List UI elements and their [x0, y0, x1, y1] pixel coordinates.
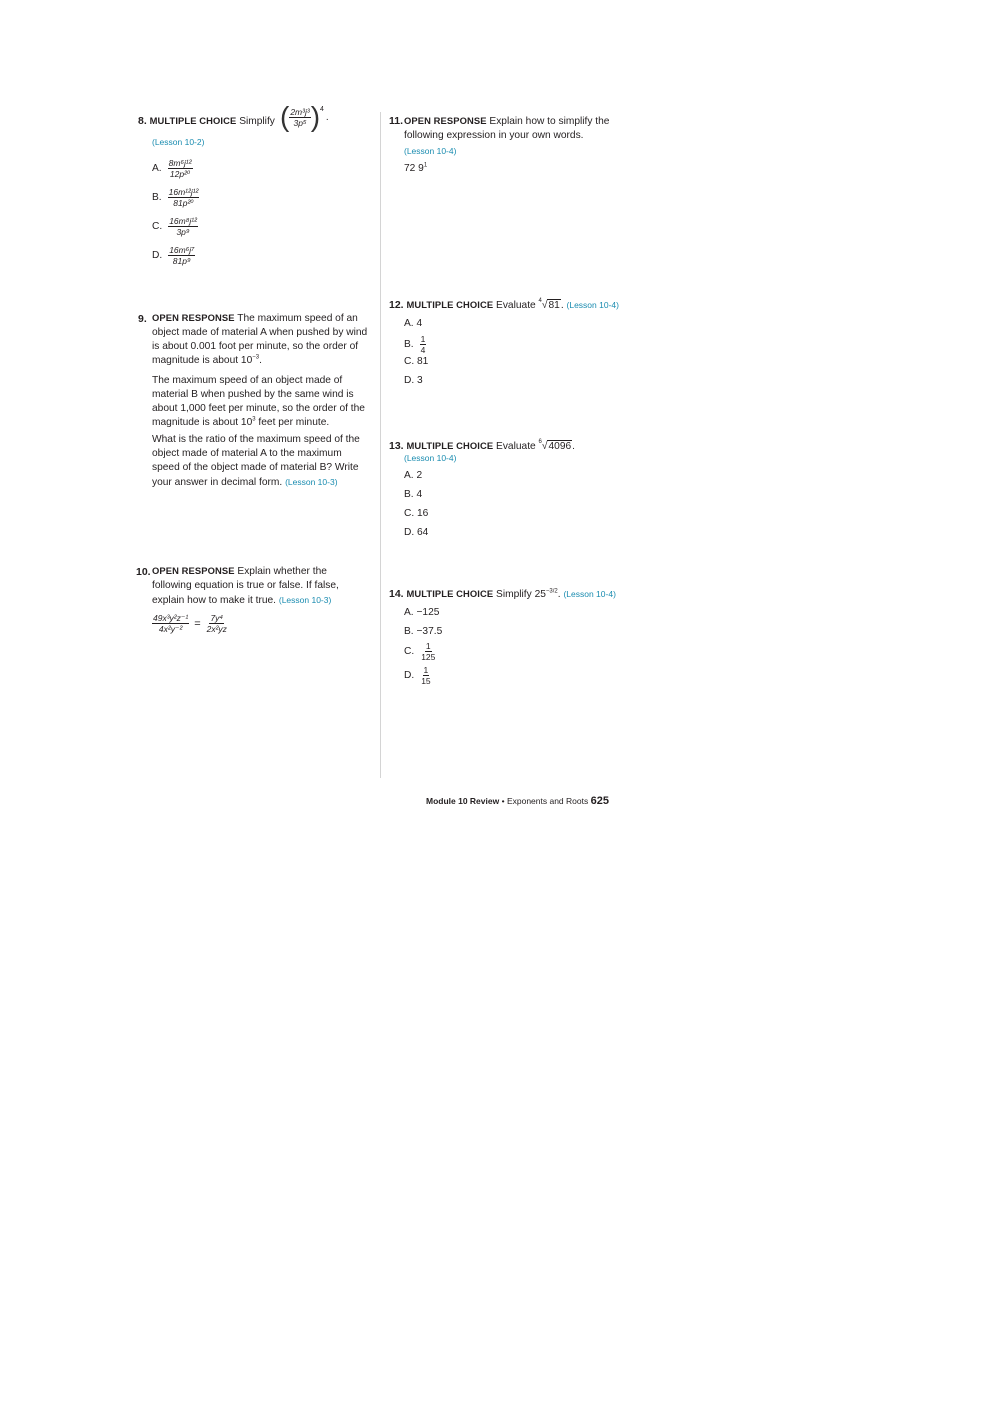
question-type: OPEN RESPONSE [152, 312, 235, 323]
question-type: MULTIPLE CHOICE [149, 115, 237, 126]
option-a[interactable]: A. 4 [404, 318, 423, 329]
numerator: 1 [420, 334, 426, 344]
footer-bullet: • [501, 796, 505, 806]
option-b[interactable]: B. −37.5 [404, 626, 443, 637]
denominator: 4 [420, 345, 426, 355]
question-9-paragraph-2 [152, 374, 370, 430]
denominator: 2x²yz [206, 624, 227, 634]
numerator: 16m¹²j¹² [168, 187, 199, 197]
denominator: 15 [421, 676, 431, 686]
option-letter: A. [152, 163, 162, 174]
period: . [325, 111, 329, 123]
numerator: 16m⁸j¹² [169, 216, 197, 226]
option-c[interactable]: C. 81 [404, 356, 429, 367]
denominator: 3p⁹ [176, 227, 190, 237]
numerator: 1 [425, 641, 431, 651]
footer-title: Module 10 Review [426, 796, 500, 806]
question-number: 8. [138, 115, 147, 127]
question-type: MULTIPLE CHOICE [406, 440, 494, 451]
equals-sign: = [194, 617, 201, 630]
lesson-reference: (Lesson 10-4) [404, 146, 457, 156]
question-type: OPEN RESPONSE [152, 565, 235, 576]
q11-expression [404, 162, 427, 176]
denominator: 81p²⁰ [173, 198, 194, 208]
numerator: 8m⁶j¹² [168, 158, 192, 168]
lesson-reference: (Lesson 10-4) [563, 589, 616, 599]
question-9-body [152, 311, 368, 368]
page-footer [426, 795, 609, 807]
option-b[interactable]: B. 4 [404, 489, 423, 500]
expression-base: 25 [534, 589, 546, 600]
right-paren: ) [310, 101, 321, 132]
question-9-paragraph-3 [152, 433, 362, 490]
lesson-reference: (Lesson 10-2) [152, 137, 205, 147]
exponent: 3 [252, 416, 256, 423]
numerator: 49x³y²z⁻¹ [153, 613, 189, 623]
option-letter: B. [152, 192, 162, 203]
lesson-reference: (Lesson 10-3) [278, 595, 332, 605]
question-prompt: Evaluate [496, 441, 536, 452]
numerator: 16m⁶j⁷ [169, 245, 195, 255]
q8-expression [280, 101, 329, 132]
option-d[interactable] [404, 665, 432, 686]
numerator: 1 [423, 665, 429, 675]
option-letter: B. [404, 339, 414, 350]
question-10-body [152, 564, 362, 608]
question-type: MULTIPLE CHOICE [406, 299, 494, 310]
exponent: −3/2 [545, 588, 558, 595]
option-d[interactable]: D. 64 [404, 527, 429, 538]
radicand: 81 [548, 300, 560, 311]
expression-base: 72 9 [404, 163, 424, 174]
denominator: 4x²y⁻² [158, 624, 183, 634]
radical-expression: $^6$√4096 [538, 439, 572, 452]
radicand: 4096 [548, 441, 572, 452]
option-c[interactable]: C. 16 [404, 508, 429, 519]
q8-fraction [289, 107, 310, 128]
option-letter: C. [152, 221, 163, 232]
question-text: Explain whether the following equation is true or false. If false, explain how to make it true. [152, 566, 339, 606]
question-number: 10. [136, 566, 151, 578]
paragraph-1: The maximum speed of an object made of material A when pushed by wind is about 0.001 foot per minute, so the order of magnitude is about 10 [152, 313, 368, 366]
q10-equation [152, 613, 228, 634]
denominator: 3p⁵ [293, 117, 307, 128]
footer-subtitle: Exponents and Roots [506, 796, 589, 806]
option-b[interactable] [404, 334, 426, 355]
denominator: 12p²⁰ [169, 169, 191, 179]
denominator: 125 [421, 652, 436, 662]
option-c[interactable] [404, 641, 436, 662]
numerator: 7y⁴ [210, 613, 224, 623]
lesson-reference: (Lesson 10-3) [285, 477, 338, 487]
question-type: MULTIPLE CHOICE [406, 588, 494, 599]
option-c[interactable] [152, 216, 198, 237]
lesson-reference: (Lesson 10-4) [404, 453, 457, 463]
question-prompt: Simplify [239, 116, 275, 127]
exponent: 4 [320, 106, 324, 113]
period: . [557, 589, 561, 600]
left-paren: ( [280, 101, 290, 132]
question-13-header [389, 435, 575, 454]
option-b[interactable] [152, 187, 199, 208]
numerator: 2m³j³ [290, 106, 310, 117]
option-a[interactable]: A. 2 [404, 470, 423, 481]
question-12-header [389, 294, 619, 313]
period: . [259, 355, 262, 366]
exponent: −3 [252, 354, 260, 361]
question-number: 9. [138, 313, 147, 325]
option-letter: D. [404, 670, 415, 681]
option-a[interactable]: A. −125 [404, 607, 440, 618]
page-number: 625 [590, 795, 609, 807]
period: . [572, 441, 575, 452]
root-index: 6 [538, 439, 542, 445]
exponent: 1 [423, 162, 428, 169]
question-11-body [404, 114, 620, 143]
question-text: Explain how to simplify the following expression in your own words. [404, 116, 610, 141]
column-divider [380, 112, 381, 778]
question-8-header [138, 114, 275, 129]
question-number: 13. [389, 440, 404, 452]
question-number: 11. [389, 115, 404, 127]
paragraph-3: What is the ratio of the maximum speed of the object made of material A to the maximum speed of the object made of material B? Write your answer in decimal form. [152, 434, 360, 488]
radical-expression: $^4$√81 [538, 298, 560, 311]
option-letter: D. [152, 250, 163, 261]
question-type: OPEN RESPONSE [404, 115, 487, 126]
period: . [560, 300, 564, 311]
denominator: 81p⁹ [172, 256, 191, 266]
option-d[interactable] [152, 245, 195, 266]
question-prompt: Evaluate [496, 300, 536, 311]
option-a[interactable] [152, 158, 193, 179]
option-letter: C. [404, 646, 415, 657]
question-number: 12. [389, 299, 404, 311]
root-index: 4 [538, 298, 542, 304]
lesson-reference: (Lesson 10-4) [566, 300, 619, 310]
option-d[interactable]: D. 3 [404, 375, 423, 386]
question-14-header [389, 587, 616, 602]
paragraph-2-end: feet per minute. [255, 417, 330, 428]
question-number: 14. [389, 588, 404, 600]
question-prompt: Simplify [496, 589, 532, 600]
paragraph-2: The maximum speed of an object made of material B when pushed by the same wind is about 1,000 feet per minute, so the order of the magnitude is about 10 [152, 375, 365, 428]
